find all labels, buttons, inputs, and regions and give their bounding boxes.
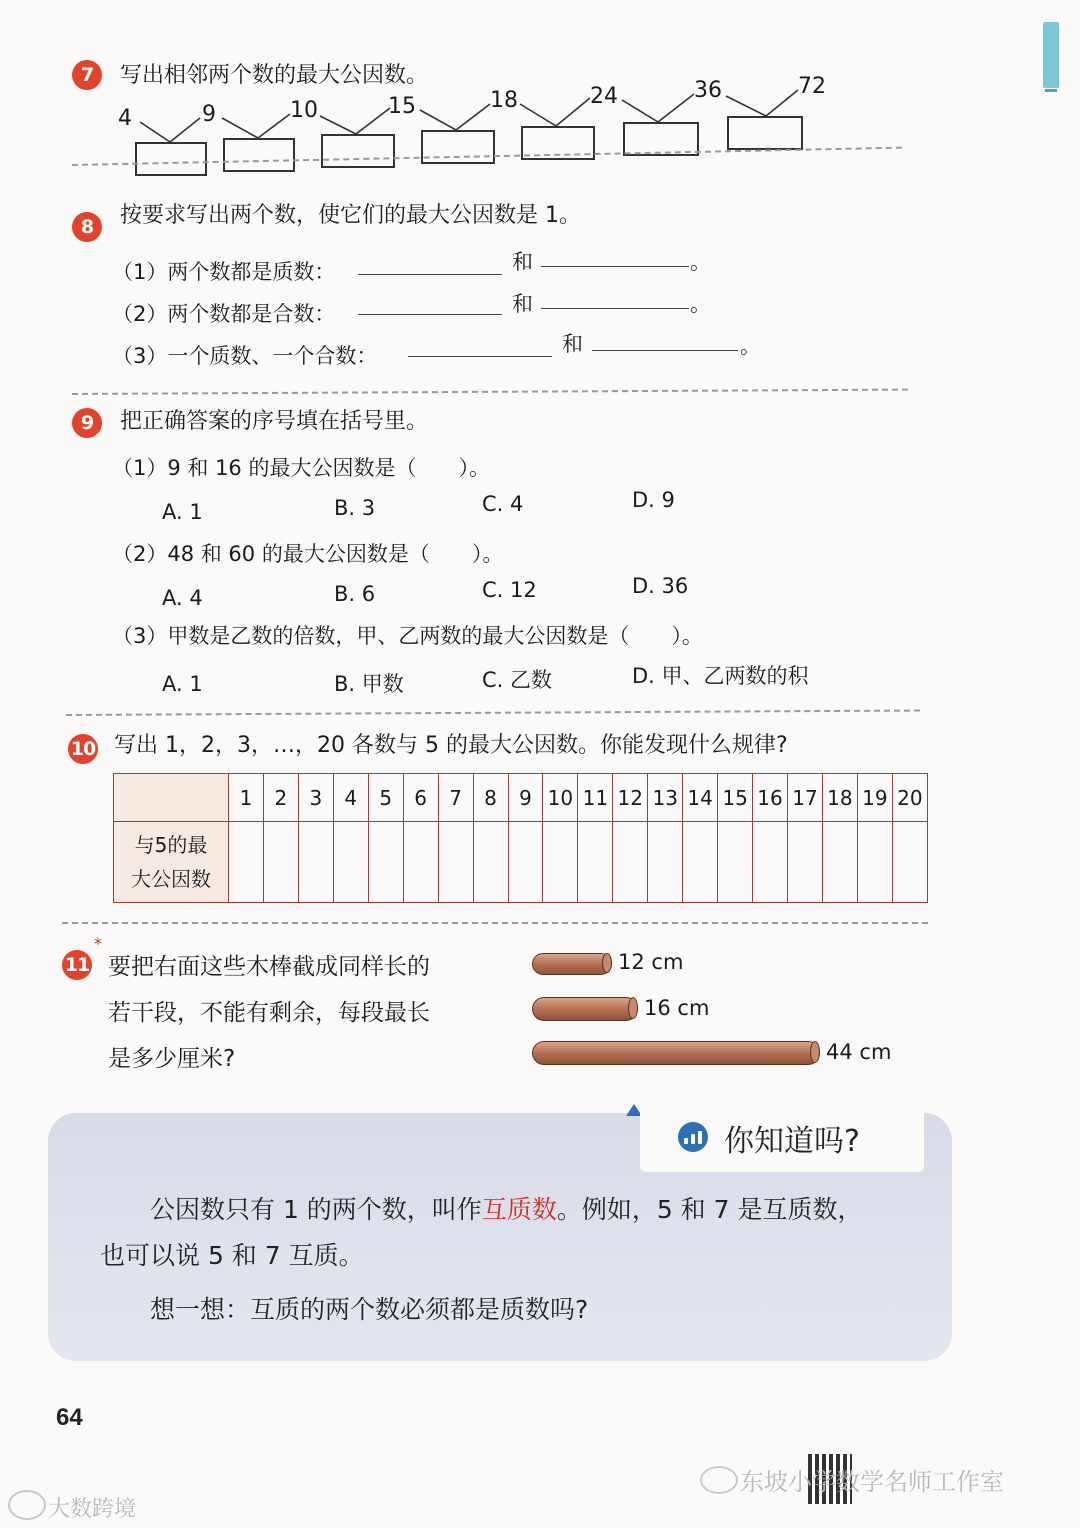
answer-cell[interactable] [229, 822, 264, 903]
panel-paragraph: 也可以说 5 和 7 互质。 [100, 1241, 364, 1270]
q8-and: 和 [512, 292, 533, 316]
column-header: 13 [648, 774, 683, 822]
question-9-title: 把正确答案的序号填在括号里。 [120, 409, 429, 434]
q7-answer-box[interactable] [321, 134, 395, 168]
q9-option[interactable]: D. 36 [632, 574, 689, 598]
panel-title: 你知道吗? [724, 1124, 860, 1159]
panel-text: 公因数只有 1 的两个数，叫作 [150, 1195, 482, 1224]
q9-option[interactable]: C. 乙数 [482, 668, 553, 692]
q8-item-label: （2）两个数都是合数： [112, 302, 336, 326]
question-9-badge: 9 [72, 408, 102, 438]
challenge-star: * [94, 934, 102, 953]
q7-answer-box[interactable] [421, 130, 495, 164]
column-header: 10 [543, 774, 578, 822]
q8-end: 。 [690, 250, 711, 274]
q11-text: 若干段，不能有剩余，每段最长 [108, 1000, 430, 1026]
answer-cell[interactable] [753, 822, 788, 903]
divider [62, 922, 928, 924]
watermark-right: 东坡小学数学名师工作室 [740, 1468, 1004, 1496]
q9-item-stem: （3）甲数是乙数的倍数，甲、乙两数的最大公因数是（ ）。 [112, 624, 703, 648]
q7-number: 4 [118, 106, 132, 131]
watermark-left: 大数跨境 [48, 1497, 137, 1522]
answer-cell[interactable] [892, 822, 927, 903]
chart-icon [678, 1122, 708, 1152]
q9-option[interactable]: B. 甲数 [334, 672, 404, 696]
column-header: 20 [892, 774, 927, 822]
q9-item-stem: （2）48 和 60 的最大公因数是（ ）。 [112, 542, 504, 566]
column-header: 5 [368, 774, 403, 822]
answer-cell[interactable] [333, 822, 368, 903]
q8-end: 。 [690, 292, 711, 316]
column-header: 11 [578, 774, 613, 822]
q9-option[interactable]: A. 4 [162, 586, 203, 610]
divider [72, 389, 908, 395]
q9-option[interactable]: B. 3 [334, 496, 376, 520]
q8-and: 和 [512, 250, 533, 274]
row-header-line: 大公因数 [131, 867, 211, 891]
q9-option[interactable]: C. 12 [482, 578, 537, 602]
key-term: 互质数 [481, 1195, 557, 1224]
page-number: 64 [56, 1404, 83, 1431]
q7-number: 18 [490, 88, 518, 113]
q8-blank[interactable] [592, 350, 738, 351]
question-11-badge: 11 [62, 950, 92, 980]
question-7-badge: 7 [72, 60, 102, 90]
column-header: 3 [298, 774, 333, 822]
column-header: 19 [857, 774, 892, 822]
q9-option[interactable]: A. 1 [162, 672, 203, 696]
answer-cell[interactable] [613, 822, 648, 903]
column-header: 7 [438, 774, 473, 822]
q8-blank[interactable] [408, 356, 552, 357]
answer-cell[interactable] [298, 822, 333, 903]
q9-option[interactable]: D. 甲、乙两数的积 [632, 664, 809, 688]
row-header [114, 822, 229, 903]
question-8-badge: 8 [72, 212, 102, 242]
rod-length-label: 12 cm [618, 950, 684, 974]
row-header-line: 与5的最 [134, 833, 208, 857]
answer-cell[interactable] [822, 822, 857, 903]
column-header: 6 [403, 774, 438, 822]
q9-option[interactable]: B. 6 [334, 582, 376, 606]
answer-cell[interactable] [578, 822, 613, 903]
answer-cell[interactable] [857, 822, 892, 903]
q11-text: 要把右面这些木棒截成同样长的 [108, 954, 430, 980]
rod-length-label: 16 cm [644, 996, 710, 1020]
q8-item-label: （3）一个质数、一个合数： [112, 344, 378, 368]
column-header: 16 [753, 774, 788, 822]
question-10-badge: 10 [68, 734, 98, 764]
logo-icon [8, 1490, 46, 1520]
q7-number: 24 [590, 84, 618, 109]
divider [66, 710, 920, 716]
q7-number: 36 [694, 78, 722, 103]
answer-cell[interactable] [263, 822, 298, 903]
answer-cell[interactable] [368, 822, 403, 903]
answer-cell[interactable] [473, 822, 508, 903]
answer-cell[interactable] [683, 822, 718, 903]
q8-blank[interactable] [358, 314, 502, 315]
q8-blank[interactable] [358, 274, 502, 275]
column-header: 8 [473, 774, 508, 822]
q8-blank[interactable] [541, 308, 689, 309]
column-header: 4 [333, 774, 368, 822]
column-header: 2 [263, 774, 298, 822]
wechat-icon [700, 1466, 738, 1494]
q9-item-stem: （1）9 和 16 的最大公因数是（ ）。 [112, 456, 490, 480]
q7-answer-box[interactable] [223, 138, 295, 172]
wooden-rod [532, 1041, 820, 1065]
q9-option[interactable]: A. 1 [162, 500, 203, 524]
gcf-table [113, 773, 928, 903]
panel-question: 想一想：互质的两个数必须都是质数吗? [150, 1295, 589, 1324]
column-header: 15 [718, 774, 753, 822]
q7-answer-box[interactable] [727, 116, 803, 150]
answer-cell[interactable] [648, 822, 683, 903]
column-header: 18 [822, 774, 857, 822]
q7-number: 72 [798, 74, 826, 99]
column-header: 1 [229, 774, 264, 822]
q9-option[interactable]: C. 4 [482, 492, 524, 516]
q8-blank[interactable] [541, 266, 689, 267]
q7-number: 15 [388, 94, 416, 119]
q7-answer-box[interactable] [135, 142, 207, 176]
answer-cell[interactable] [788, 822, 823, 903]
q7-number: 10 [290, 98, 318, 123]
column-header: 9 [508, 774, 543, 822]
answer-cell[interactable] [543, 822, 578, 903]
q11-text: 是多少厘米? [108, 1046, 236, 1072]
q8-item-label: （1）两个数都是质数： [112, 260, 336, 284]
answer-cell[interactable] [718, 822, 753, 903]
column-header: 17 [788, 774, 823, 822]
rod-length-label: 44 cm [826, 1040, 892, 1064]
answer-cell[interactable] [508, 822, 543, 903]
answer-cell[interactable] [403, 822, 438, 903]
panel-paragraph [150, 1190, 862, 1226]
wooden-rod [532, 997, 638, 1021]
q7-number: 9 [202, 102, 216, 127]
question-7-title: 写出相邻两个数的最大公因数。 [120, 63, 429, 88]
q8-and: 和 [562, 332, 583, 356]
q9-option[interactable]: D. 9 [632, 488, 675, 512]
wooden-rod [532, 953, 612, 975]
table-corner-cell [114, 774, 229, 822]
question-10-title: 写出 1，2，3，…，20 各数与 5 的最大公因数。你能发现什么规律? [114, 733, 788, 758]
answer-cell[interactable] [438, 822, 473, 903]
question-8-title: 按要求写出两个数，使它们的最大公因数是 1。 [120, 203, 581, 228]
column-header: 12 [613, 774, 648, 822]
column-header: 14 [683, 774, 718, 822]
panel-text: 。例如，5 和 7 是互质数， [556, 1195, 863, 1224]
q8-end: 。 [740, 334, 761, 358]
